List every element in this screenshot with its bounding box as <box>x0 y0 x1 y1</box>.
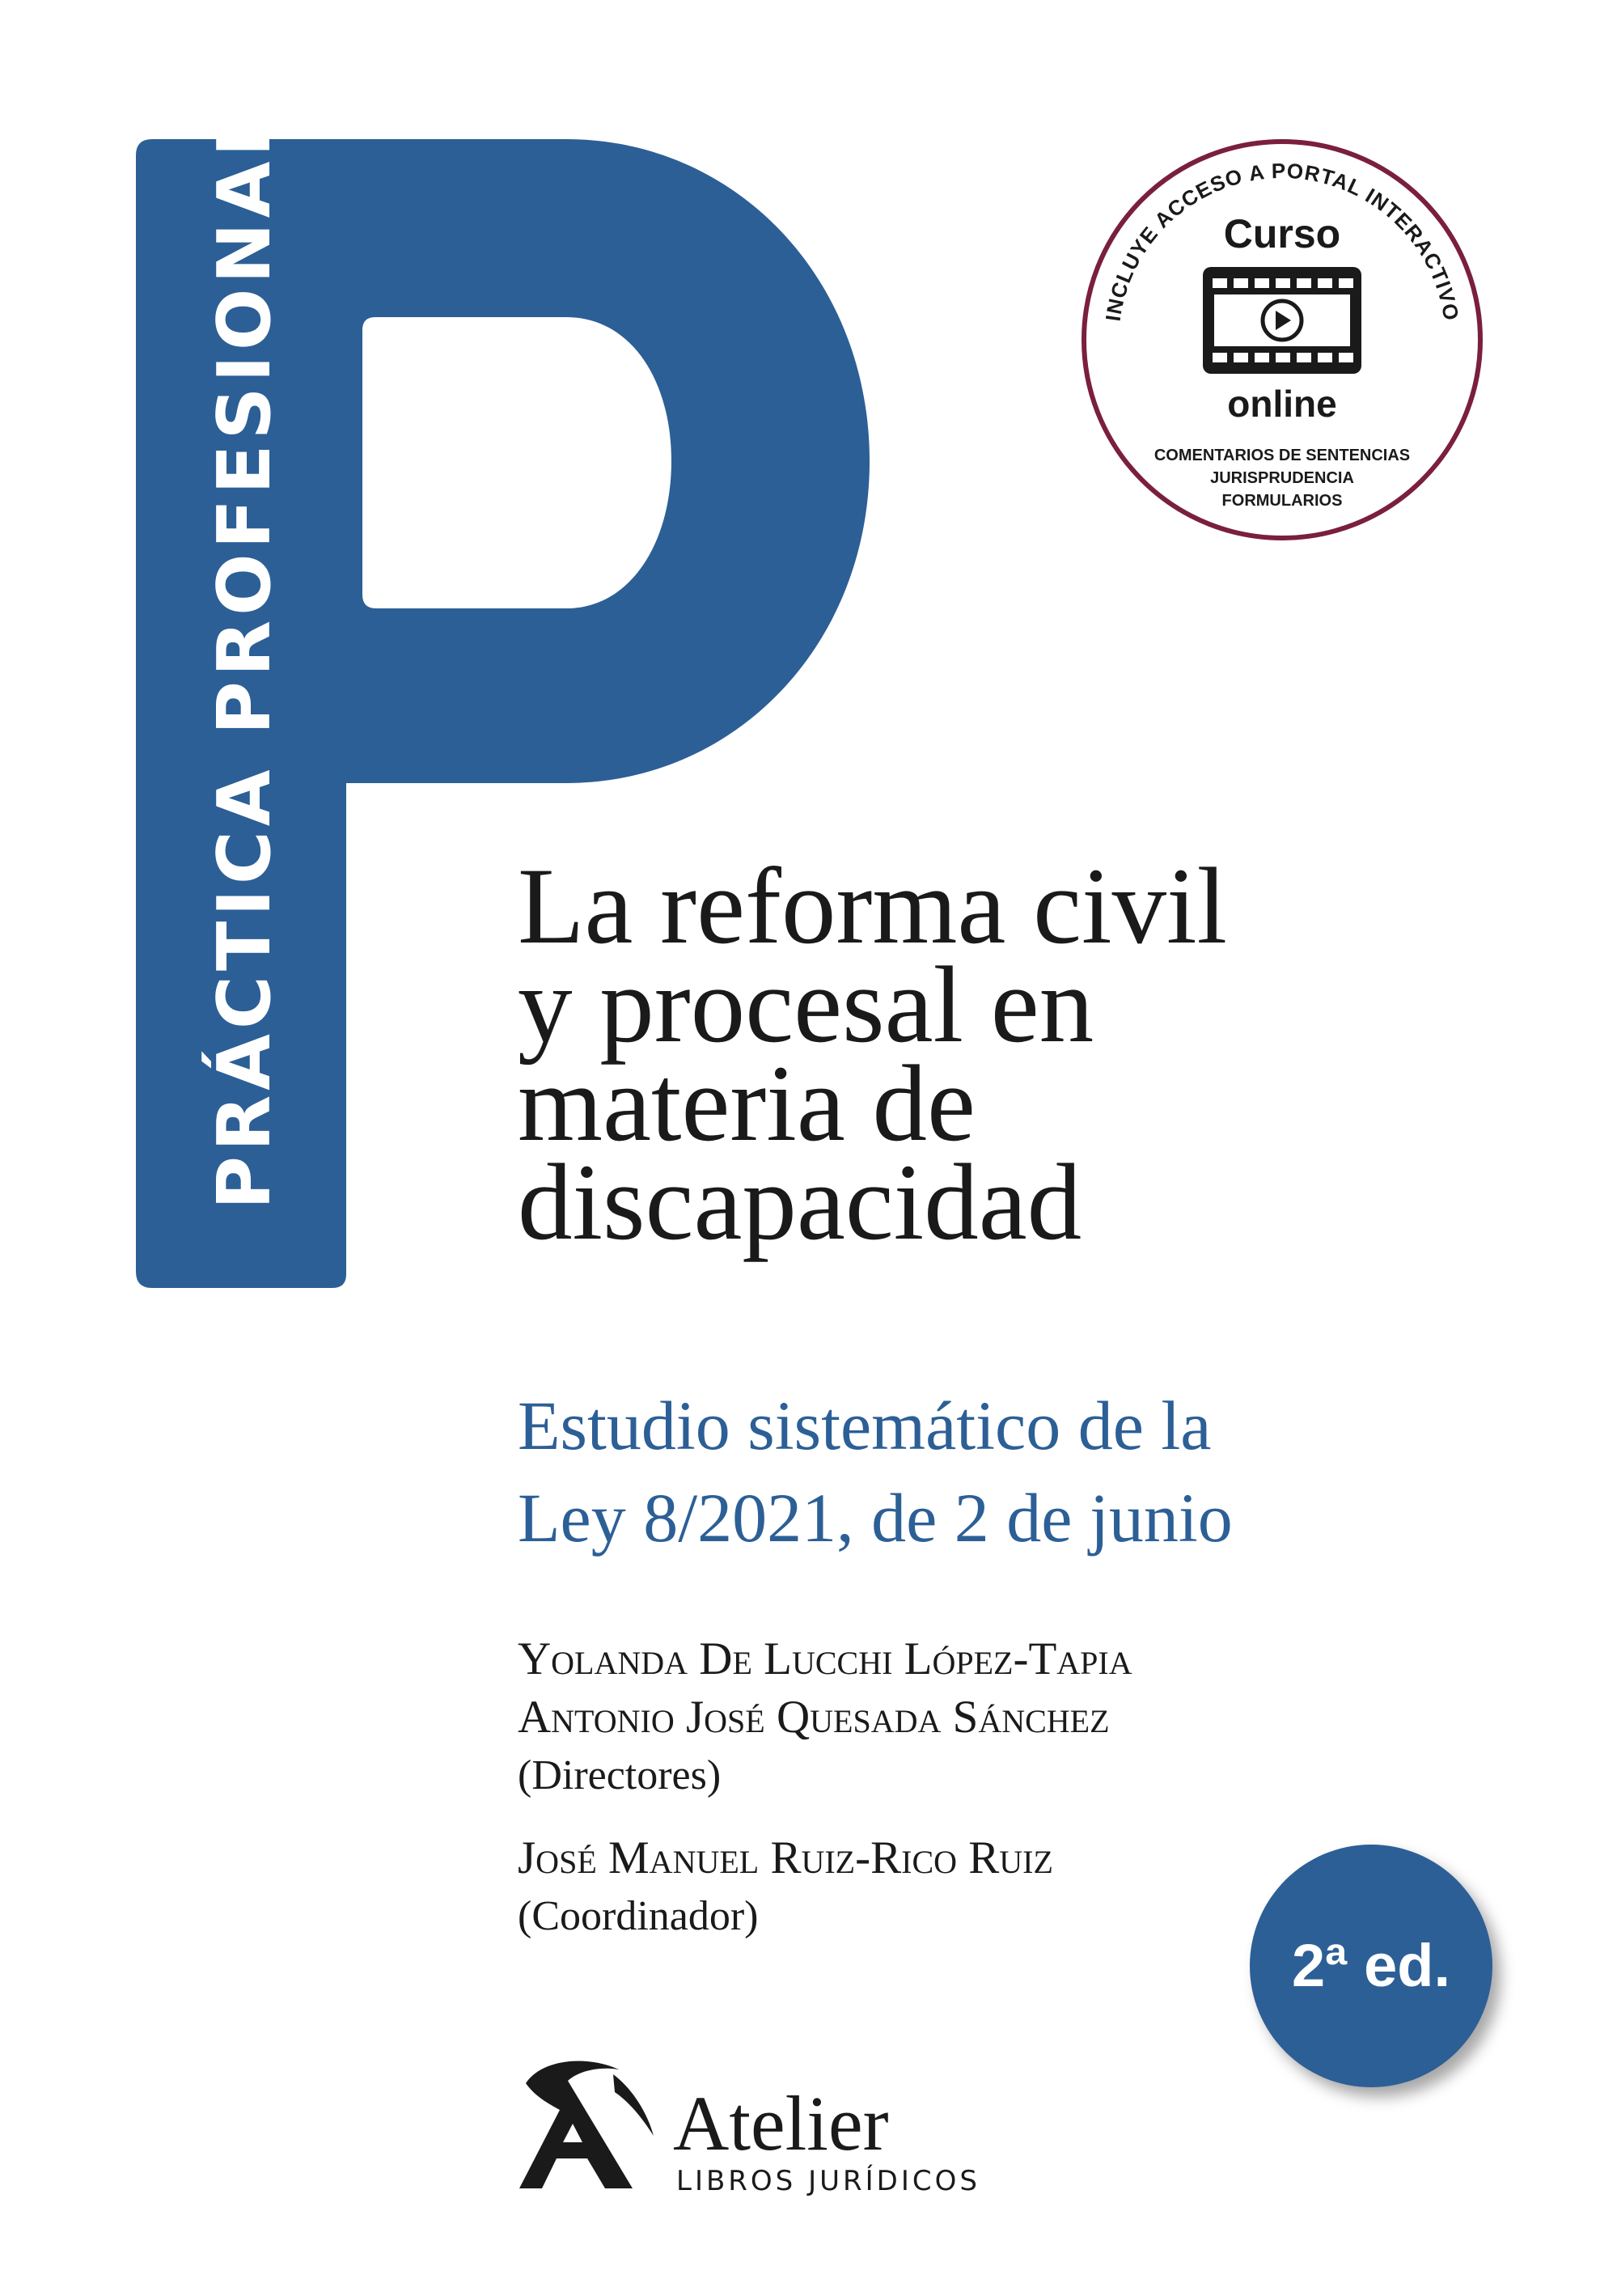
seal-line-online: online <box>1227 383 1337 425</box>
publisher-name: Atelier <box>673 2080 889 2167</box>
coordinator-role: (Coordinador) <box>518 1893 759 1939</box>
director-name: Yolanda De Lucchi López-Tapia <box>518 1633 1132 1684</box>
book-title <box>518 846 1488 1263</box>
authors-block <box>518 1630 1327 1946</box>
title-line: La reforma civil <box>518 846 1228 967</box>
series-name: PRÁCTICA PROFESIONAL <box>202 105 287 1209</box>
directors-role: (Directores) <box>518 1752 722 1798</box>
seal-item: JURISPRUDENCIA <box>1210 469 1354 487</box>
subtitle-line: Ley 8/2021, de 2 de junio <box>518 1479 1233 1557</box>
seal-ring-text: INCLUYE ACCESO A PORTAL INTERACTIVO <box>1100 158 1464 323</box>
online-course-seal <box>1072 129 1492 550</box>
seal-item: FORMULARIOS <box>1221 492 1343 510</box>
director-name: Antonio José Quesada Sánchez <box>518 1692 1110 1743</box>
subtitle-line: Estudio sistemático de la <box>518 1387 1212 1464</box>
seal-item: COMENTARIOS DE SENTENCIAS <box>1153 447 1411 464</box>
video-play-icon <box>1203 267 1361 374</box>
title-line: materia de <box>518 1044 976 1164</box>
atelier-logo-icon <box>510 2039 671 2209</box>
edition-label: 2ª ed. <box>1291 1932 1451 1999</box>
edition-badge <box>1250 1845 1492 2087</box>
seal-line-curso: Curso <box>1223 211 1341 256</box>
coordinator-name: José Manuel Ruiz-Rico Ruiz <box>518 1832 1053 1883</box>
publisher-subtitle: LIBROS JURÍDICOS <box>676 2165 980 2197</box>
title-line: y procesal en <box>518 945 1094 1065</box>
title-line: discapacidad <box>518 1142 1082 1263</box>
book-subtitle <box>518 1379 1529 1564</box>
